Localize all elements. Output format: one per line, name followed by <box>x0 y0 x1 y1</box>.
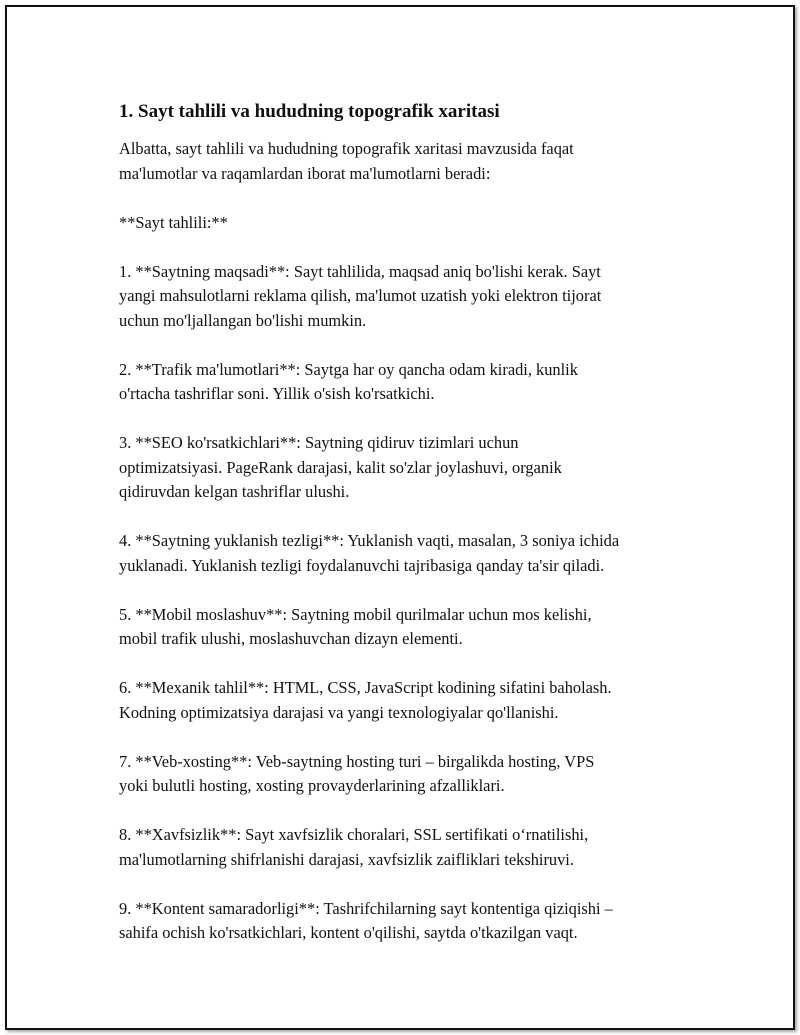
paragraph <box>119 529 699 578</box>
paragraph-line: 7. **Veb-xosting**: Veb-saytning hosting turi – birgalikda hosting, VPS <box>119 751 595 771</box>
paragraph-line: sahifa ochish ko'rsatkichlari, kontent o'qilishi, saytda o'tkazilgan vaqt. <box>119 923 578 942</box>
document-title: 1. Sayt tahlili va hududning topografik xaritasi <box>119 101 500 122</box>
paragraph-line: 5. **Mobil moslashuv**: Saytning mobil qurilmalar uchun mos kelishi, <box>119 604 592 624</box>
paragraph-line: uchun mo'ljallangan bo'lishi mumkin. <box>119 310 367 330</box>
paragraph-line: 9. **Kontent samaradorligi**: Tashrifchilarning sayt kontentiga qiziqishi – <box>119 898 613 918</box>
paragraph-line: Kodning optimizatsiya darajasi va yangi texnologiyalar qo'llanishi. <box>119 702 559 722</box>
paragraph-line: 2. **Trafik ma'lumotlari**: Saytga har oy qancha odam kiradi, kunlik <box>119 359 578 379</box>
paragraph-line: Albatta, sayt tahlili va hududning topografik xaritasi mavzusida faqat <box>119 139 574 158</box>
paragraph <box>119 750 699 799</box>
paragraph <box>119 676 699 725</box>
page-frame <box>5 5 795 1030</box>
paragraph-line: 6. **Mexanik tahlil**: HTML, CSS, JavaScript kodining sifatini baholash. <box>119 678 612 697</box>
paragraph-line: ma'lumotlar va raqamlardan iborat ma'lumotlarni beradi: <box>119 163 491 183</box>
paragraph-line: 4. **Saytning yuklanish tezligi**: Yuklanish vaqti, masalan, 3 soniya ichida <box>119 531 620 550</box>
paragraph-line: qidiruvdan kelgan tashriflar ulushi. <box>119 482 350 501</box>
paragraph <box>119 897 699 946</box>
paragraph-list <box>119 137 699 946</box>
paragraph <box>119 823 699 872</box>
paragraph <box>119 260 699 334</box>
document-body <box>119 99 699 970</box>
paragraph-line: yoki bulutli hosting, xosting provayderlarining afzalliklari. <box>119 776 505 795</box>
paragraph-line: o'rtacha tashriflar soni. Yillik o'sish ko'rsatkichi. <box>119 384 435 403</box>
paragraph-line: yangi mahsulotlarni reklama qilish, ma'lumot uzatish yoki elektron tijorat <box>119 286 602 305</box>
paragraph-line: optimizatsiyasi. PageRank darajasi, kalit so'zlar joylashuvi, organik <box>119 457 562 477</box>
paragraph-line: 8. **Xavfsizlik**: Sayt xavfsizlik choralari, SSL sertifikati o‘rnatilishi, <box>119 825 589 844</box>
paragraph <box>119 603 699 652</box>
paragraph <box>119 211 699 236</box>
paragraph-line: yuklanadi. Yuklanish tezligi foydalanuvchi tajribasiga qanday ta'sir qiladi. <box>119 555 605 575</box>
paragraph <box>119 137 699 186</box>
paragraph-line: mobil trafik ulushi, moslashuvchan dizayn elementi. <box>119 629 463 648</box>
paragraph-line: ma'lumotlarning shifrlanishi darajasi, xavfsizlik zaifliklari tekshiruvi. <box>119 849 574 869</box>
paragraph-line: 1. **Saytning maqsadi**: Sayt tahlilida, maqsad aniq bo'lishi kerak. Sayt <box>119 261 601 281</box>
paragraph-line: **Sayt tahlili:** <box>119 212 228 232</box>
paragraph <box>119 431 699 505</box>
paragraph <box>119 358 699 407</box>
paragraph-line: 3. **SEO ko'rsatkichlari**: Saytning qidiruv tizimlari uchun <box>119 433 519 452</box>
